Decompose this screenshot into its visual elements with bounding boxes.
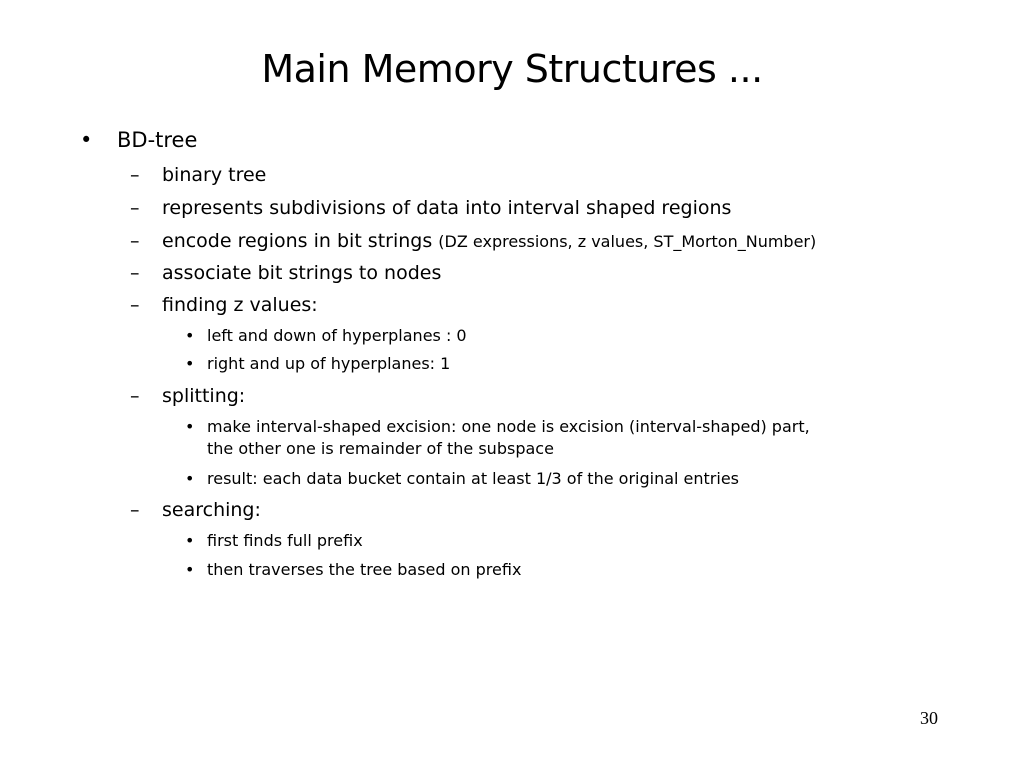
dash-marker: –	[130, 164, 140, 186]
dash-marker: –	[130, 230, 140, 252]
bullet-splitting-make-line2: the other one is remainder of the subspace	[207, 439, 554, 458]
bullet-finding-left: left and down of hyperplanes : 0	[207, 326, 467, 345]
sub-bullet-marker: •	[185, 354, 195, 373]
sub-bullet-marker: •	[185, 469, 195, 488]
dash-marker: –	[130, 294, 140, 316]
bullet-encode-main: encode regions in bit strings	[162, 230, 433, 252]
dash-marker: –	[130, 262, 140, 284]
bullet-binary-tree: binary tree	[162, 164, 267, 186]
sub-bullet-marker: •	[185, 326, 195, 345]
sub-bullet-marker: •	[185, 560, 195, 579]
bullet-encode-detail: (DZ expressions, z values, ST_Morton_Number)	[438, 232, 817, 251]
sub-bullet-marker: •	[185, 417, 195, 436]
bullet-searching: searching:	[162, 499, 261, 521]
bullet-splitting-result: result: each data bucket contain at least 1/3 of the original entries	[207, 469, 739, 488]
dash-marker: –	[130, 499, 140, 521]
dash-marker: –	[130, 197, 140, 219]
bullet-represents: represents subdivisions of data into interval shaped regions	[162, 197, 732, 219]
slide-title: Main Memory Structures ...	[261, 47, 763, 91]
bullet-searching-first: first finds full prefix	[207, 531, 363, 550]
bullet-associate: associate bit strings to nodes	[162, 262, 442, 284]
bullet-searching-then: then traverses the tree based on prefix	[207, 560, 522, 579]
bullet-encode	[162, 228, 816, 255]
bullet-splitting: splitting:	[162, 385, 246, 407]
bullet-splitting-make-line1: make interval-shaped excision: one node is excision (interval-shaped) part,	[207, 417, 810, 436]
dash-marker: –	[130, 385, 140, 407]
bullet-bd-tree: BD-tree	[117, 128, 198, 152]
page-number: 30	[920, 708, 938, 728]
bullet-marker: •	[80, 128, 93, 152]
bullet-finding: finding z values:	[162, 294, 318, 316]
sub-bullet-marker: •	[185, 531, 195, 550]
bullet-finding-right: right and up of hyperplanes: 1	[207, 354, 451, 373]
